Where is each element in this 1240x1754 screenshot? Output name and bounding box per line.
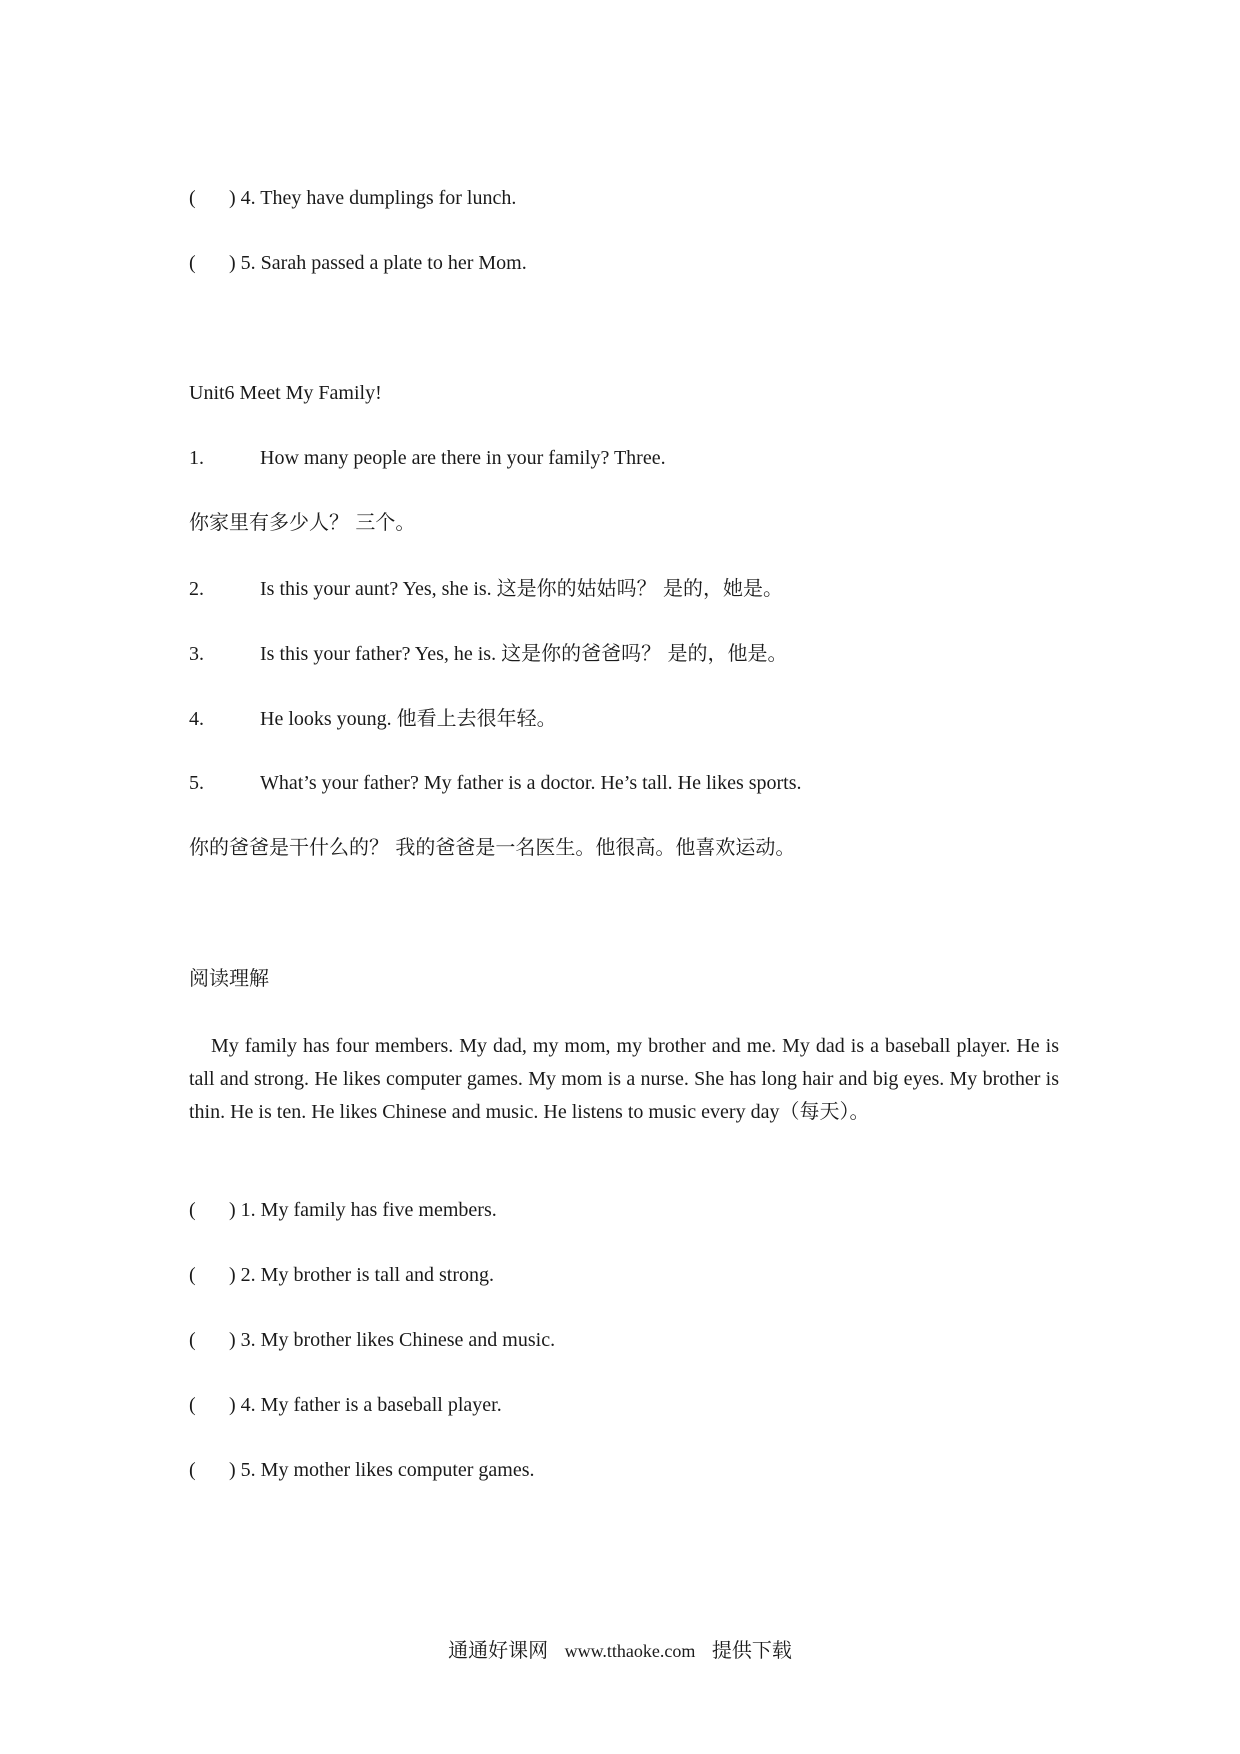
answer-blank-close: ) [229,252,236,274]
unit6-q2-translation: 这是你的姑姑吗？ 是的，她是。 [496,576,784,600]
page-footer [0,1640,1240,1660]
reading-passage: My family has four members. My dad, my mom, my brother and me. My dad is a baseball player. He is tall and strong. He likes computer games. My mom is a nurse. She has long hair and big eyes. My brother is thin. He is ten. He likes Chinese and music. He listens to music every day（每天）。 [189,1035,1059,1123]
unit6-q1 [189,448,666,468]
answer-blank-close: ) [229,1394,236,1416]
unit6-q4 [189,708,557,729]
unit6-q4-number: 4. [189,708,204,730]
unit6-q2-text: Is this your aunt? Yes, she is. [260,578,492,600]
reading-item-4 [189,1395,502,1415]
reading-item-1-text: 1. My family has five members. [240,1199,497,1221]
unit6-q1-text: How many people are there in your family? Three. [260,447,666,469]
unit6-q3-number: 3. [189,643,204,665]
reading-item-2-text: 2. My brother is tall and strong. [240,1264,494,1286]
unit6-q4-translation: 他看上去很年轻。 [396,706,557,730]
answer-blank-open: ( [189,1394,196,1416]
reading-item-5 [189,1460,535,1480]
prev-item-4 [189,188,516,208]
prev-item-5-text: 5. Sarah passed a plate to her Mom. [240,252,527,274]
unit6-q5-translation: 你的爸爸是干什么的？ 我的爸爸是一名医生。他很高。他喜欢运动。 [189,835,796,859]
answer-blank-close: ) [229,1459,236,1481]
unit6-q1-translation: 你家里有多少人？ 三个。 [189,510,416,534]
reading-item-3-text: 3. My brother likes Chinese and music. [240,1329,556,1351]
answer-blank-open: ( [189,187,196,209]
prev-item-4-text: 4. They have dumplings for lunch. [240,187,517,209]
unit6-q4-text: He looks young. [260,708,392,730]
answer-blank-open: ( [189,252,196,274]
prev-item-5 [189,253,527,273]
unit6-q3 [189,643,787,664]
reading-item-5-text: 5. My mother likes computer games. [240,1459,535,1481]
answer-blank-close: ) [229,1329,236,1351]
answer-blank-close: ) [229,1199,236,1221]
answer-blank-close: ) [229,187,236,209]
footer-url[interactable]: www.tthaoke.com [564,1641,696,1661]
answer-blank-open: ( [189,1329,196,1351]
reading-title: 阅读理解 [189,966,269,990]
unit6-q5-text: What’s your father? My father is a doctor. He’s tall. He likes sports. [260,772,802,794]
footer-tagline: 提供下载 [711,1638,792,1662]
reading-item-2 [189,1265,494,1285]
footer-site-name: 通通好课网 [448,1638,549,1662]
answer-blank-open: ( [189,1264,196,1286]
unit6-q1-number: 1. [189,447,204,469]
unit6-q2-number: 2. [189,578,204,600]
unit6-q5-number: 5. [189,772,204,794]
reading-item-4-text: 4. My father is a baseball player. [240,1394,502,1416]
answer-blank-close: ) [229,1264,236,1286]
reading-item-3 [189,1330,555,1350]
unit6-title: Unit6 Meet My Family! [189,382,382,404]
answer-blank-open: ( [189,1199,196,1221]
unit6-q5 [189,773,802,793]
answer-blank-open: ( [189,1459,196,1481]
reading-item-1 [189,1200,497,1220]
unit6-q2 [189,578,783,599]
unit6-q3-translation: 这是你的爸爸吗？ 是的，他是。 [501,641,788,665]
unit6-q3-text: Is this your father? Yes, he is. [260,643,497,665]
